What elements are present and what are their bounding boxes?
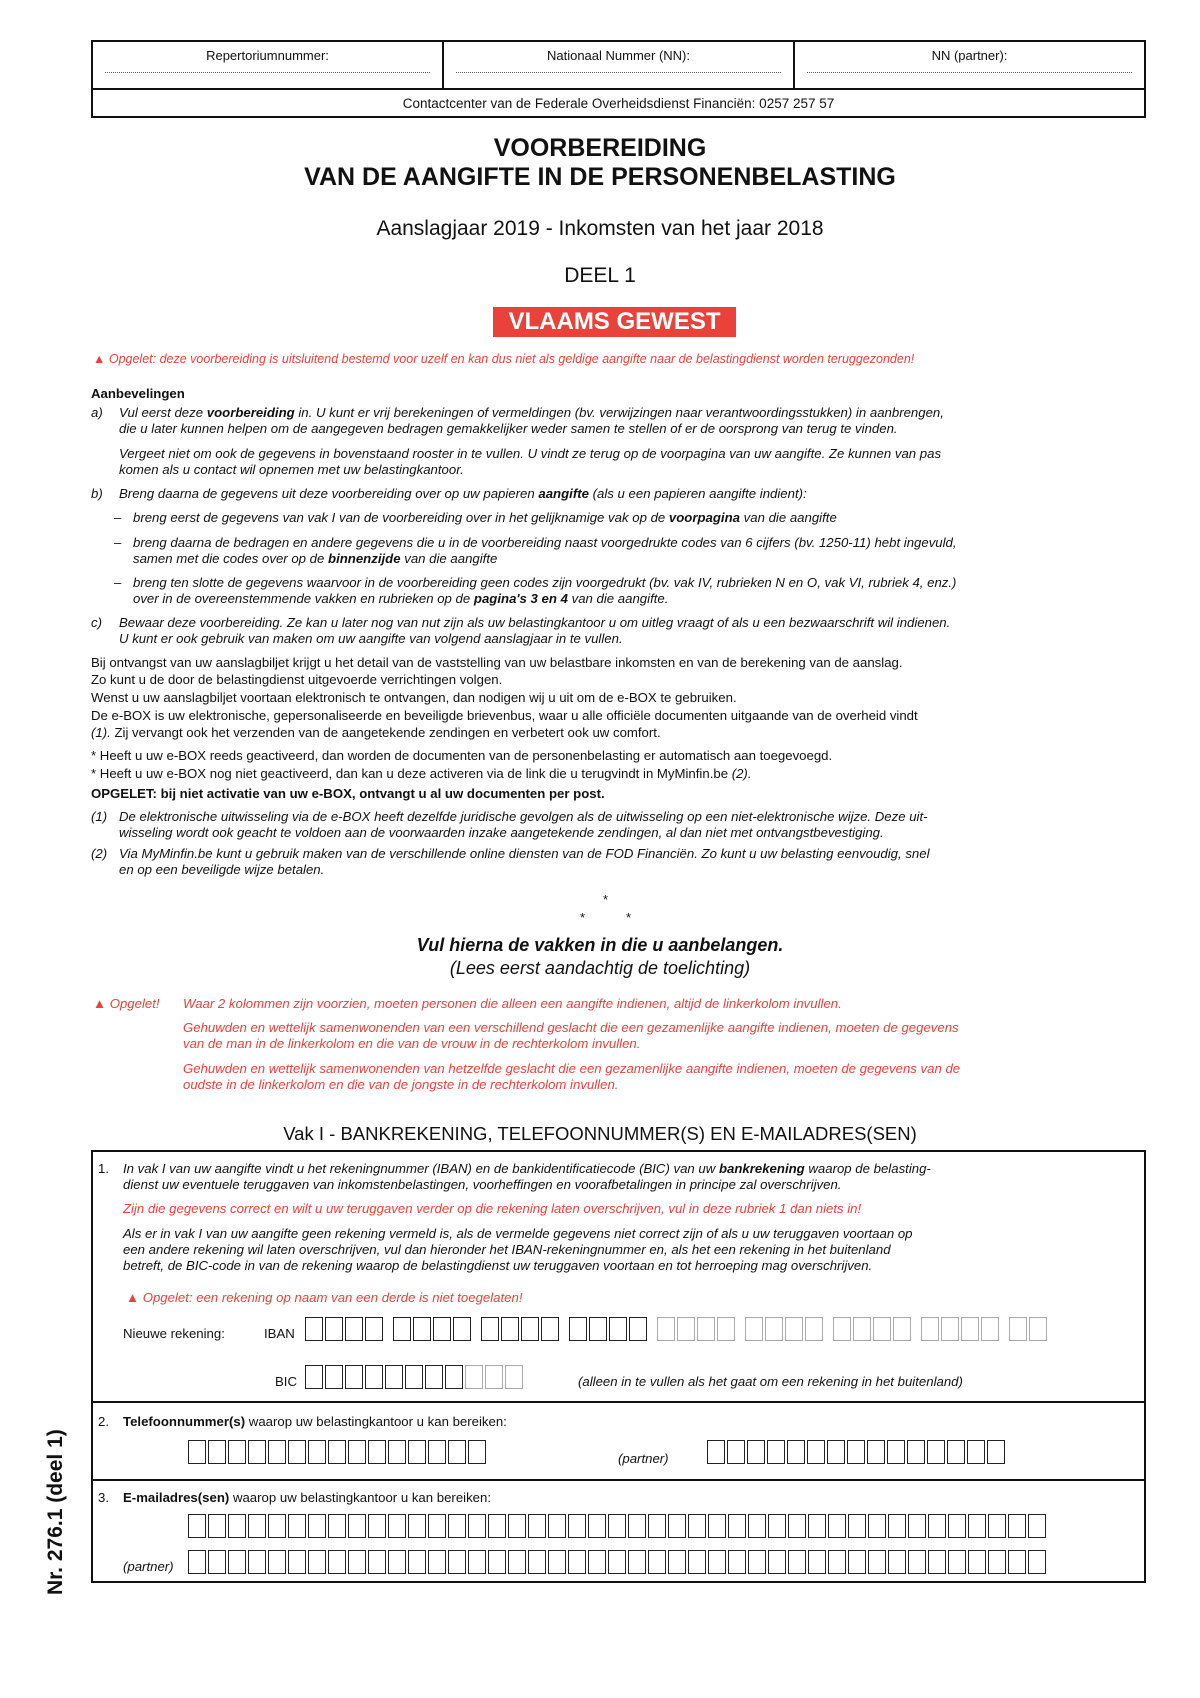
b-bold: aangifte [538,486,589,501]
a-text: Vul eerst deze [119,405,204,420]
star-left: * [580,910,586,925]
a-line2: die u later kunnen helpen om de aangegeven bedragen gemakkelijker weder samen te stellen of er de oorsprong van terug te vinden. [119,421,898,436]
repertorium-label: Repertoriumnummer: [206,48,329,63]
b-d1-text2: van die aangifte [743,510,837,525]
body-p7 [91,766,751,783]
warn-cols-l3: van de man in de linkerkolom en die van de vrouw in de rechterkolom invullen. [183,1036,641,1051]
s3-num: 3. [98,1490,109,1505]
note1-line1: De elektronische uitwisseling via de e-BOX heeft dezelfde juridische gevolgen als de uitwisseling op een niet-elektronische wijze. Deze uit- [119,809,928,824]
b-d3: breng ten slotte de gegevens waarvoor in de voorbereiding geen codes zijn voorgedrukt (bv. vak IV, rubrieken N en O, vak VI, rubriek 4, enz.) [133,575,957,590]
form-number: Nr. 276.1 (deel 1) [44,1429,67,1595]
body-p6: * Heeft u uw e-BOX reeds geactiveerd, dan worden de documenten van de personenbelasting er automatisch aan toegevoegd. [91,748,833,763]
warning-top: ▲ Opgelet: deze voorbereiding is uitsluitend bestemd voor uzelf en kan dus niet als geldige aangifte naar de belastingdienst worden teruggezonden! [93,352,915,366]
note1-mark: (1) [91,809,108,824]
bic-label: BIC [275,1374,297,1389]
star-top: * [603,892,609,907]
b-d2-text: samen met die codes over op de [133,551,325,566]
body-p3: Wenst u uw aanslagbiljet voortaan elektronisch te ontvangen, dan nodigen wij u uit om de e-BOX te gebruiken. [91,690,737,705]
a-text2: in. U kunt er vrij berekeningen of vermeldingen (bv. verwijzingen naar verantwoordingsstukken) in aanbrengen, [298,405,944,420]
nn-partner-field[interactable] [807,72,1132,73]
warn-cols-l1: Waar 2 kolommen zijn voorzien, moeten personen die alleen een aangifte indienen, altijd de linkerkolom invullen. [183,996,842,1011]
b-d2-text2: van die aangifte [404,551,498,566]
bic-note: (alleen in te vullen als het gaat om een rekening in het buitenland) [578,1374,963,1389]
star-right: * [626,910,632,925]
nn-cell[interactable] [444,42,795,88]
s1-num: 1. [98,1161,109,1176]
repertorium-cell[interactable] [93,42,444,88]
s1-line4: een andere rekening wil laten overschrijven, vul dan hieronder het IBAN-rekeningnummer en, als het een rekening in het buitenland [123,1242,891,1257]
warn-cols-l2: Gehuwden en wettelijk samenwonenden van een verschillend geslacht die een gezamenlijke aangifte indienen, moeten de gegevens [183,1020,959,1035]
subtitle: Aanslagjaar 2019 - Inkomsten van het jaar 2018 [376,217,824,240]
b-d2-bold: binnenzijde [328,551,401,566]
title-line1: VOORBEREIDING [493,134,707,162]
b-text: Breng daarna de gegevens uit deze voorbereiding over op uw papieren [119,486,535,501]
s1-line5: betreft, de BIC-code in van de rekening waarop de belastingdienst uw teruggaven voortaan en tot herroeping mag overschrijven. [123,1258,873,1273]
nn-partner-label: NN (partner): [931,48,1008,63]
b-line1 [119,486,807,503]
s2-label [123,1414,507,1431]
nn-label: Nationaal Nummer (NN): [546,48,691,63]
b-d1-bold: voorpagina [668,510,740,525]
s1-warn: ▲ Opgelet: een rekening op naam van een derde is niet toegelaten! [126,1290,523,1305]
fill-in-heading: Vul hierna de vakken in die u aanbelangen. [416,935,784,955]
title-line2: VAN DE AANGIFTE IN DE PERSONENBELASTING [304,163,896,191]
telefoon-input[interactable] [188,1440,488,1464]
footnote-ref-2: (2). [731,766,752,781]
mark-b: b) [91,486,103,501]
mark-c: c) [91,615,102,630]
s1-line2: dienst uw eventuele teruggaven van inkomstenbelastingen, voorheffingen en voorafbetalingen in principe zal overschrijven. [123,1177,842,1192]
warn-cols-mark: ▲ Opgelet! [93,996,160,1011]
s1-red: Zijn die gegevens correct en wilt u uw teruggaven verder op die rekening laten overschrijven, vul in deze rubriek 1 dan niets in! [123,1201,862,1216]
warn-cols-l5: oudste in de linkerkolom en die van de jongste in de rechterkolom invullen. [183,1077,619,1092]
s2-partner-label: (partner) [618,1451,669,1466]
nieuwe-rekening-label: Nieuwe rekening: [123,1326,225,1341]
iban-label: IBAN [264,1326,295,1341]
s3-label [123,1490,491,1507]
note2-line2: en op een beveiligde wijze betalen. [119,862,325,877]
b-d3-text: over in de overeenstemmende vakken en rubrieken op de [133,591,471,606]
body-p4: De e-BOX is uw elektronische, gepersonaliseerde en beveiligde brievenbus, waar u alle officiële documenten uitgaande van de overheid vindt [91,708,918,723]
s1-line3: Als er in vak I van uw aangifte geen rekening vermeld is, als de vermelde gegevens niet correct zijn of als u uw teruggaven voortaan op [123,1226,913,1241]
header-table [91,40,1146,118]
body-p1: Bij ontvangst van uw aanslagbiljet krijgt u het detail van de vaststelling van uw belastbare inkomsten en van de berekening van de aanslag. [91,655,903,670]
a-line1 [119,405,944,422]
s2-text: waarop uw belastingkantoor u kan bereiken: [248,1414,507,1429]
a-line3: Vergeet niet om ook de gegevens in bovenstaand rooster in te vullen. U vindt ze terug op de voorpagina van uw aangifte. Ze kunnen van pas [119,446,942,461]
body-p5-text: Zij vervangt ook het verzenden van de aangetekende zendingen en verbetert ook uw comfort. [114,725,661,740]
a-line4: komen als u contact wil opnemen met uw belastingkantoor. [119,462,464,477]
s1-l1-bold: bankrekening [718,1161,805,1176]
warn-cols-l4: Gehuwden en wettelijk samenwonenden van hetzelfde geslacht die een gezamenlijke aangifte indienen, moeten de gegevens van de [183,1061,961,1076]
iban-input[interactable] [305,1317,1057,1341]
vak1-section1-box [91,1150,1146,1403]
nn-field[interactable] [456,72,781,73]
s1-l1-text: In vak I van uw aangifte vindt u het rekeningnummer (IBAN) en de bankidentificatiecode (BIC) van uw [123,1161,716,1176]
fill-in-sub: (Lees eerst aandachtig de toelichting) [449,958,751,978]
s2-bold: Telefoonnummer(s) [123,1414,246,1429]
body-p7-text: * Heeft u uw e-BOX nog niet geactiveerd, dan kan u deze activeren via de link die u terugvindt in MyMinfin.be [91,766,729,781]
vak1-section3-box [91,1479,1146,1583]
bic-input[interactable] [305,1365,525,1389]
b-d3-text2: van die aangifte. [571,591,669,606]
b-d2-2 [133,551,497,568]
telefoon-partner-input[interactable] [707,1440,1007,1464]
b-text2: (als u een papieren aangifte indient): [592,486,807,501]
email-partner-input[interactable] [188,1550,1048,1574]
part-label: DEEL 1 [564,264,636,287]
s2-num: 2. [98,1414,109,1429]
note1-line2: wisseling wordt ook geacht te voldoen aan de voorwaarden inzake aangetekende zendingen, al dan niet met ontvangstbevestiging. [119,825,884,840]
vak1-section2-box [91,1401,1146,1481]
s1-line1 [123,1161,931,1178]
b-d2: breng daarna de bedragen en andere gegevens die u in de voorbereiding naast voorgedrukte codes van 6 cijfers (bv. 1250-11) hebt ingevuld, [133,535,957,550]
b-d1 [133,510,837,527]
c-line2: U kunt er ook gebruik van maken om uw aangifte van volgend aanslagjaar in te vullen. [119,631,623,646]
b-d1-text: breng eerst de gegevens van vak I van de voorbereiding over in het gelijknamige vak op de [133,510,666,525]
note2-line1: Via MyMinfin.be kunt u gebruik maken van de verschillende online diensten van de FOD Financiën. Zo kunt u uw belasting eenvoudig, snel [119,846,930,861]
aanbevelingen-heading: Aanbevelingen [91,386,185,401]
s3-bold: E-mailadres(sen) [123,1490,230,1505]
b-d3-2 [133,591,668,608]
body-p2: Zo kunt u de door de belastingdienst uitgevoerde verrichtingen volgen. [91,672,503,687]
note2-mark: (2) [91,846,108,861]
c-line1: Bewaar deze voorbereiding. Ze kan u later nog van nut zijn als uw belastingkantoor u om uitleg vraagt of als u een bezwaarschrift wil indienen. [119,615,951,630]
email-input[interactable] [188,1514,1048,1538]
mark-a: a) [91,405,103,420]
dash-2: – [114,535,122,550]
region-badge: VLAAMS GEWEST [493,307,736,337]
contact-line: Contactcenter van de Federale Overheidsdienst Financiën: 0257 257 57 [402,96,835,111]
dash-1: – [114,510,122,525]
nn-partner-cell[interactable] [795,42,1144,88]
vak1-title: Vak I - BANKREKENING, TELEFOONNUMMER(S) EN E-MAILADRES(SEN) [283,1123,917,1144]
body-p5 [91,725,661,742]
s3-partner-label: (partner) [123,1559,174,1574]
repertorium-field[interactable] [105,72,430,73]
a-bold: voorbereiding [206,405,295,420]
dash-3: – [114,575,122,590]
b-d3-bold: pagina's 3 en 4 [473,591,568,606]
s3-text: waarop uw belastingkantoor u kan bereiken: [232,1490,492,1505]
body-p8: OPGELET: bij niet activatie van uw e-BOX, ontvangt u al uw documenten per post. [91,786,605,801]
s1-l1-text2: waarop de belasting- [808,1161,931,1176]
footnote-ref-1: (1). [91,725,111,740]
